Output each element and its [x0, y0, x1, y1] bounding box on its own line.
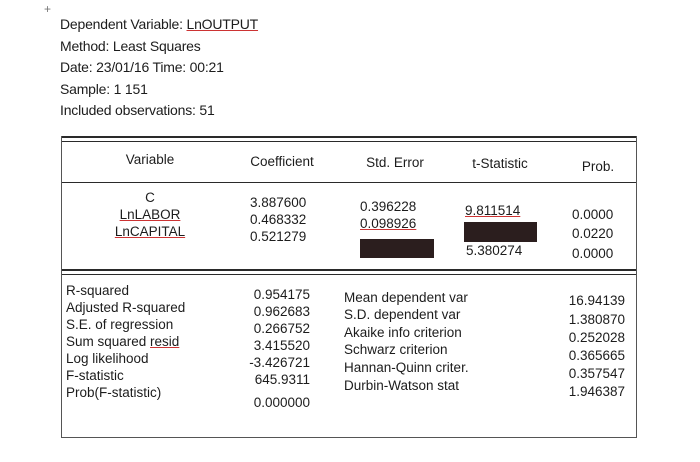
dependent-variable-label: Dependent Variable: — [60, 16, 187, 32]
stat-right-value: 0.252028 — [568, 330, 625, 345]
row-lncapital-prob: 0.0000 — [572, 246, 614, 261]
stat-right-label: Durbin-Watson stat — [344, 378, 460, 393]
col-header-t-statistic: t-Statistic — [472, 156, 528, 171]
stat-right-value: 1.946387 — [568, 384, 625, 399]
coef-bottom-rule-2 — [62, 274, 636, 275]
regression-header — [60, 14, 258, 122]
table-left-border — [61, 136, 62, 438]
stat-left-value: 3.415520 — [253, 338, 310, 353]
row-lnlabor-prob: 0.0220 — [572, 226, 614, 241]
table-right-border — [636, 136, 637, 438]
col-header-variable: Variable — [125, 152, 175, 167]
row-c-std-error: 0.396228 — [360, 199, 417, 214]
sample-line: Sample: 1 151 — [60, 80, 148, 97]
row-c-variable: C — [145, 190, 155, 205]
row-lncapital-variable: LnCAPITAL — [114, 224, 186, 239]
table-top-rule-2 — [62, 141, 636, 142]
stat-left-value: 0.954175 — [253, 287, 310, 302]
resid-word: resid — [150, 334, 180, 349]
row-lnlabor-coefficient: 0.468332 — [250, 212, 307, 227]
coef-bottom-rule — [62, 269, 636, 271]
row-c-coefficient: 3.887600 — [250, 195, 307, 210]
stat-right-label: Hannan-Quinn criter. — [344, 360, 469, 375]
row-c-t-statistic: 9.811514 — [465, 203, 521, 218]
row-lncapital-coefficient: 0.521279 — [250, 229, 307, 244]
dependent-variable-name: LnOUTPUT — [186, 16, 259, 32]
stat-right-value: 16.94139 — [568, 293, 625, 308]
stat-left-value: 0.962683 — [253, 304, 310, 319]
stat-right-label: Mean dependent var — [344, 290, 468, 305]
table-bottom-border — [61, 437, 637, 438]
stat-left-label: Log likelihood — [66, 351, 149, 366]
stat-left-value: 0.000000 — [253, 395, 310, 410]
stat-right-value: 0.365665 — [568, 348, 625, 363]
date-line: Date: 23/01/16 Time: 00:21 — [60, 59, 224, 75]
stat-right-label: Schwarz criterion — [344, 342, 448, 357]
stat-left-label: Prob(F-statistic) — [66, 385, 162, 400]
observations-line: Included observations: 51 — [60, 102, 215, 118]
stat-left-label: S.E. of regression — [66, 317, 174, 332]
stat-right-label: Akaike info criterion — [344, 325, 462, 340]
stat-right-value: 1.380870 — [568, 312, 625, 327]
stat-left-value: -3.426721 — [249, 355, 310, 370]
stat-right-label: S.D. dependent var — [344, 307, 461, 322]
stat-left-value: 645.9311 — [254, 372, 310, 387]
col-header-coefficient: Coefficient — [250, 154, 314, 169]
redacted-std-error — [360, 239, 434, 258]
header-rule — [62, 182, 636, 183]
row-lncapital-t-statistic: 5.380274 — [466, 243, 523, 258]
row-lnlabor-variable: LnLABOR — [119, 207, 181, 222]
table-top-rule — [62, 136, 636, 138]
stat-left-label: F-statistic — [66, 368, 124, 383]
stat-left-label: R-squared — [66, 283, 130, 298]
stat-right-value: 0.357547 — [568, 366, 625, 381]
stat-left-value: 0.266752 — [253, 321, 310, 336]
col-header-std-error: Std. Error — [366, 155, 424, 170]
redacted-t-statistic — [464, 222, 537, 242]
corner-mark: + — [44, 2, 52, 16]
dependent-variable-line — [60, 14, 258, 36]
row-c-prob: 0.0000 — [572, 207, 614, 222]
stat-left-label: Adjusted R-squared — [66, 300, 186, 315]
method-line: Method: Least Squares — [60, 37, 201, 54]
row-lnlabor-std-error: 0.098926 — [360, 216, 417, 231]
col-header-prob: Prob. — [581, 159, 615, 174]
stat-left-label: Sum squared resid — [66, 334, 180, 349]
